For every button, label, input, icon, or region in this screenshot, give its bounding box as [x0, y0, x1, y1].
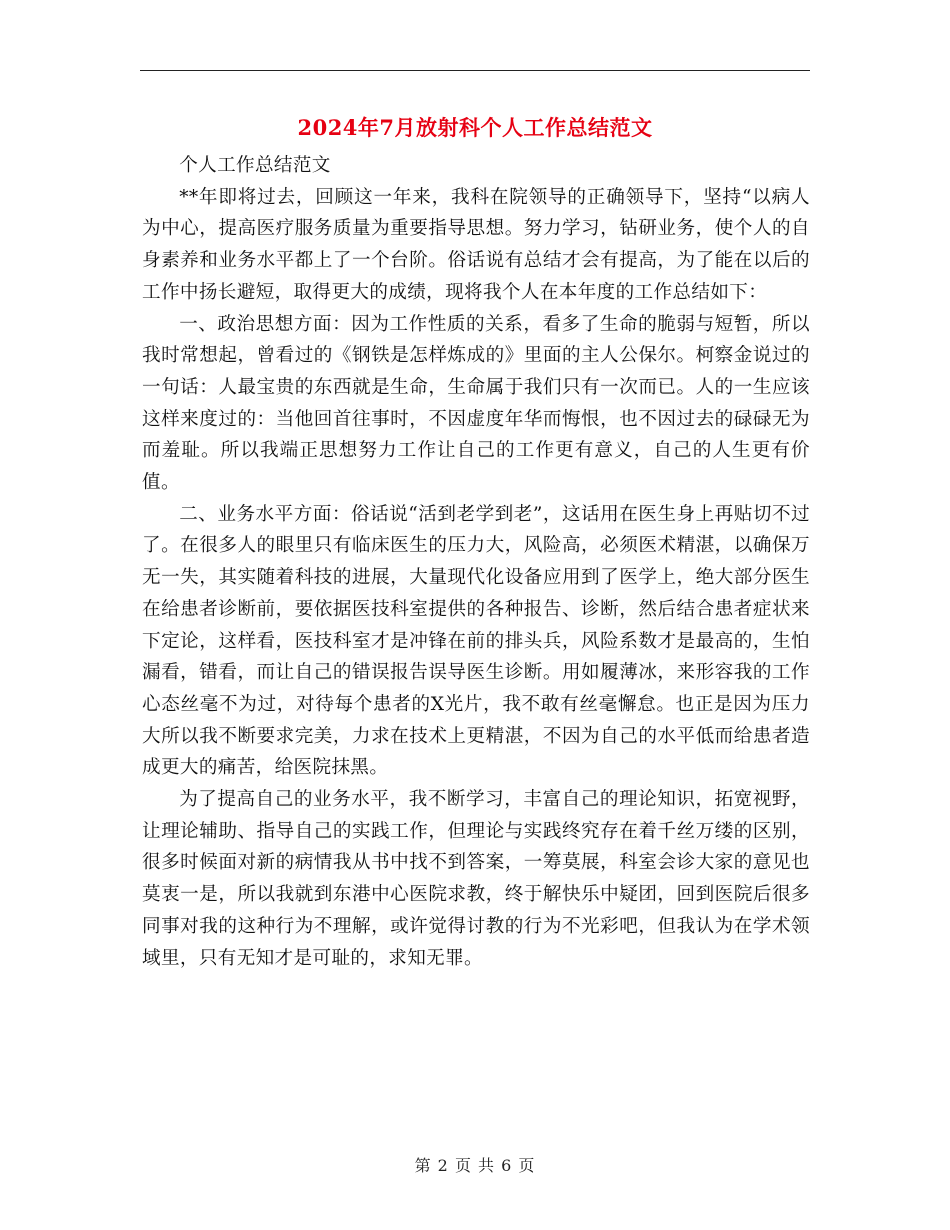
- page-number-footer: 第 2 页 共 6 页: [414, 1156, 536, 1175]
- paragraph-professional: 二、业务水平方面：俗话说“活到老学到老”，这话用在医生身上再贴切不过了。在很多人的眼里只有临床医生的压力大，风险高，必须医术精湛，以确保万无一失，其实随着科技的进展，大量现代化设备应用到了医学上，绝大部分医生在给患者诊断前，要依据医技科室提供的各种报告、诊断，然后结合患者症状来下定论，这样看，医技科室才是冲锋在前的排头兵，风险系数才是最高的，生怕漏看，错看，而让自己的错误报告误导医生诊断。用如履薄冰，来形容我的工作心态丝毫不为过，对待每个患者的X光片，我不敢有丝毫懈怠。也正是因为压力大所以我不断要求完美，力求在技术上更精湛，不因为自己的水平低而给患者造成更大的痛苦，给医院抹黑。: [142, 503, 810, 779]
- paragraph-intro: **年即将过去，回顾这一年来，我科在院领导的正确领导下，坚持“以病人为中心，提高医疗服务质量为重要指导思想。努力学习，钻研业务，使个人的自身素养和业务水平都上了一个台阶。俗话说有总结才会有提高，为了能在以后的工作中扬长避短，取得更大的成绩，现将我个人在本年度的工作总结如下：: [142, 186, 810, 303]
- paragraph-political: 一、政治思想方面：因为工作性质的关系，看多了生命的脆弱与短暂，所以我时常想起，曾看过的《钢铁是怎样炼成的》里面的主人公保尔。柯察金说过的一句话：人最宝贵的东西就是生命，生命属于我们只有一次而已。人的一生应该这样来度过的：当他回首往事时，不因虚度年华而悔恨，也不因过去的碌碌无为而羞耻。所以我端正思想努力工作让自己的工作更有意义，自己的人生更有价值。: [142, 313, 810, 494]
- document-body: [142, 150, 810, 974]
- header-rule: [140, 70, 810, 71]
- paragraph-subtitle: 个人工作总结范文: [179, 155, 331, 176]
- document-title: 2024年7月放射科个人工作总结范文: [297, 115, 653, 140]
- paragraph-learning: 为了提高自己的业务水平，我不断学习，丰富自己的理论知识，拓宽视野，让理论辅助、指导自己的实践工作，但理论与实践终究存在着千丝万缕的区别，很多时候面对新的病情我从书中找不到答案，一筹莫展，科室会诊大家的意见也莫衷一是，所以我就到东港中心医院求教，终于解快乐中疑团，回到医院后很多同事对我的这种行为不理解，或许觉得讨教的行为不光彩吧，但我认为在学术领域里，只有无知才是可耻的，求知无罪。: [142, 789, 810, 969]
